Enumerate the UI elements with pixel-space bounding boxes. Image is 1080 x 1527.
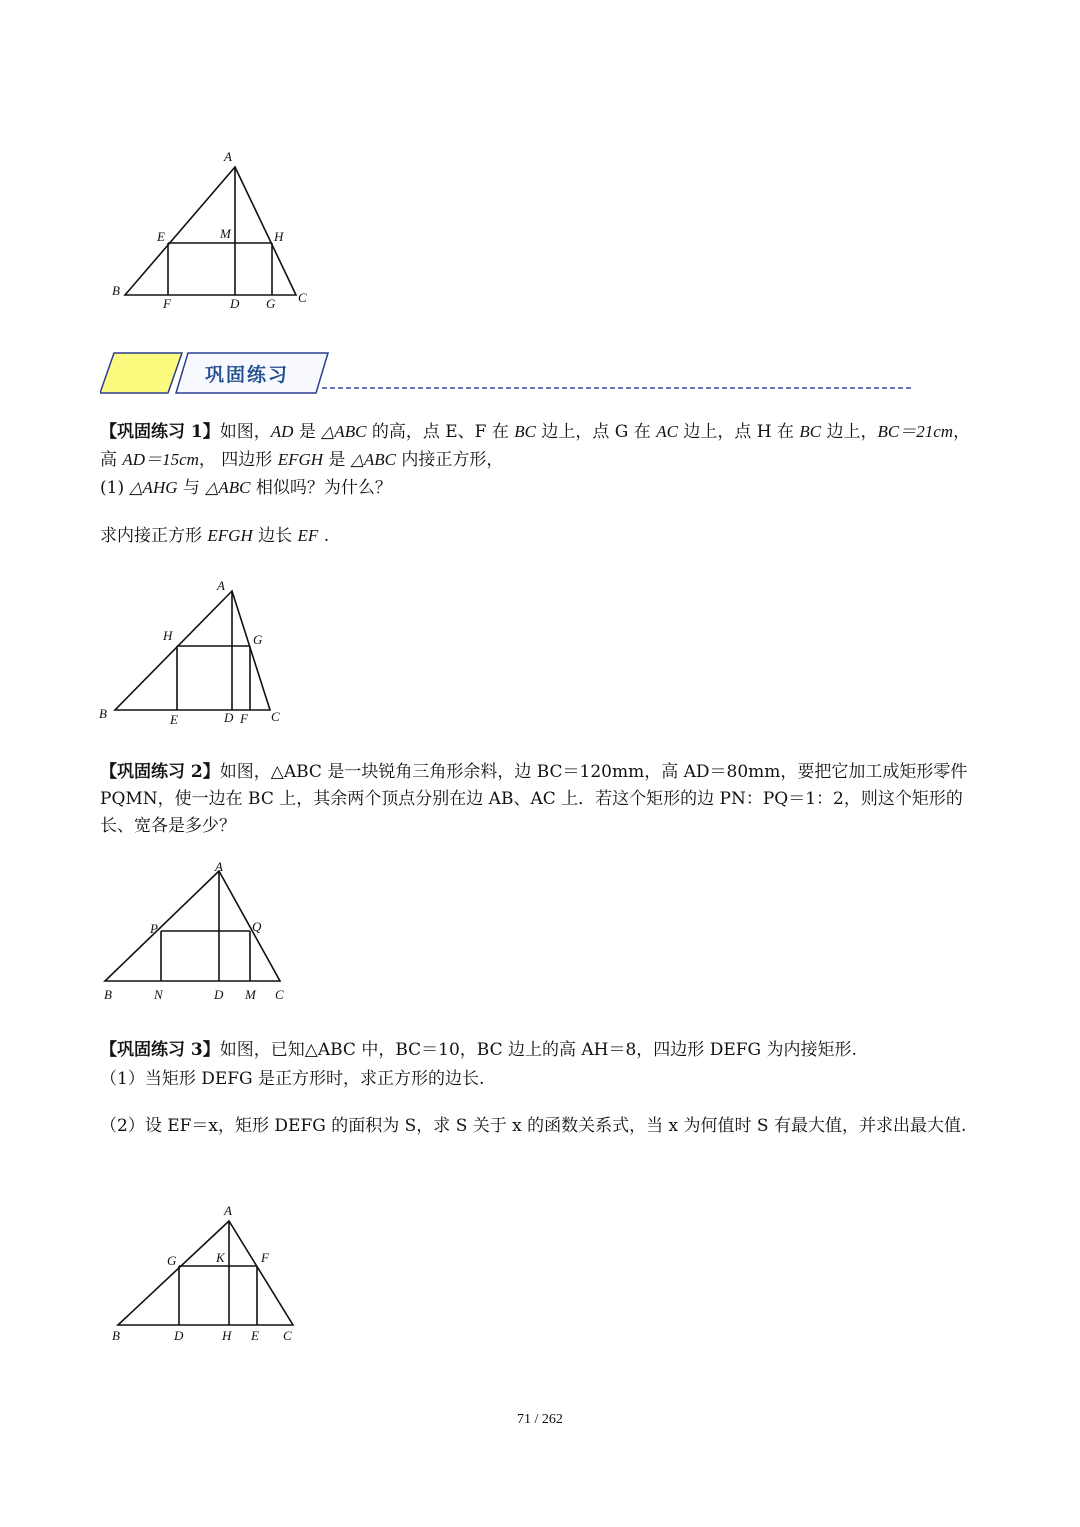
label-e: E (157, 229, 165, 244)
label-c: C (283, 1328, 292, 1343)
banner-title: 巩固练习 (205, 364, 290, 386)
exercise-3-question-1: （1）当矩形 DEFG 是正方形时，求正方形的边长. (100, 1069, 485, 1089)
exercise-2-tag: 【巩固练习 2】 (100, 762, 220, 782)
label-m: M (245, 987, 256, 1002)
label-c: C (271, 709, 280, 724)
triangle-abc (118, 1221, 293, 1325)
exercise-3-question-2: （2）设 EF＝x，矩形 DEFG 的面积为 S，求 S 关于 x 的函数关系式，当 x 为何值时 S 有最大值，并求出最大值. (100, 1116, 967, 1136)
label-b: B (104, 987, 112, 1002)
label-k: K (216, 1250, 225, 1265)
label-a: A (224, 149, 232, 164)
label-h: H (222, 1328, 232, 1343)
label-g: G (253, 632, 263, 647)
label-a: A (215, 859, 223, 874)
label-q: Q (252, 919, 262, 934)
exercise-1-line-2: 高 AD＝15cm， 四边形 EFGH 是 △ABC 内接正方形， (100, 450, 504, 470)
label-d: D (230, 296, 240, 311)
label-d: D (214, 987, 224, 1002)
figure-triangle-efgh (100, 140, 330, 320)
figure-exercise-1 (90, 570, 300, 730)
label-f: F (261, 1250, 269, 1265)
label-d: D (174, 1328, 184, 1343)
exercise-1 (100, 418, 990, 502)
triangle-abc (125, 167, 296, 295)
label-b: B (112, 283, 120, 298)
label-c: C (298, 290, 307, 305)
label-h: H (163, 628, 173, 643)
exercise-1-tag: 【巩固练习 1】 (100, 422, 220, 442)
exercise-2 (100, 759, 990, 840)
exercise-1-question-1: (1) △AHG 与 △ABC 相似吗？为什么？ (100, 478, 392, 498)
label-d: D (224, 710, 234, 725)
label-b: B (99, 706, 107, 721)
label-a: A (224, 1203, 232, 1218)
label-e: E (170, 712, 178, 727)
label-c: C (275, 987, 284, 1002)
label-m: M (220, 226, 231, 241)
label-h: H (274, 229, 284, 244)
exercise-1-line-1: 【巩固练习 1】如图，AD 是 △ABC 的高，点 E、F 在 BC 边上，点 G 在 AC 边上，点 H 在 BC 边上，BC＝21cm， (100, 422, 971, 442)
exercise-1-question-2: 求内接正方形 EFGH 边长 EF . (100, 526, 330, 546)
label-g: G (266, 296, 276, 311)
exercise-3 (100, 1037, 990, 1064)
label-f: F (163, 296, 171, 311)
label-n: N (154, 987, 163, 1002)
figure-exercise-3 (100, 1195, 320, 1355)
label-a: A (217, 578, 225, 593)
label-g: G (167, 1253, 177, 1268)
label-b: B (112, 1328, 120, 1343)
exercise-3-text: 如图，已知△ABC 中，BC＝10，BC 边上的高 AH＝8，四边形 DEFG 为内接矩形. (219, 1040, 857, 1060)
label-f: F (240, 711, 248, 726)
exercise-2-text: 如图，△ABC 是一块锐角三角形余料，边 BC＝120mm，高 AD＝80mm，要把它加工成矩形零件 PQMN，使一边在 BC 上，其余两个顶点分别在边 AB、AC 上．若这个矩形的边 PN：PQ＝1：2，则这个矩形的长、宽各是多少？ (100, 762, 968, 836)
exercise-3-tag: 【巩固练习 3】 (100, 1040, 220, 1060)
triangle-abc (115, 591, 270, 710)
page-number: 71 / 262 (517, 1412, 563, 1427)
banner-yellow-block (100, 353, 182, 393)
figure-exercise-2 (95, 855, 305, 1010)
label-p: P (150, 921, 158, 936)
label-e: E (251, 1328, 259, 1343)
